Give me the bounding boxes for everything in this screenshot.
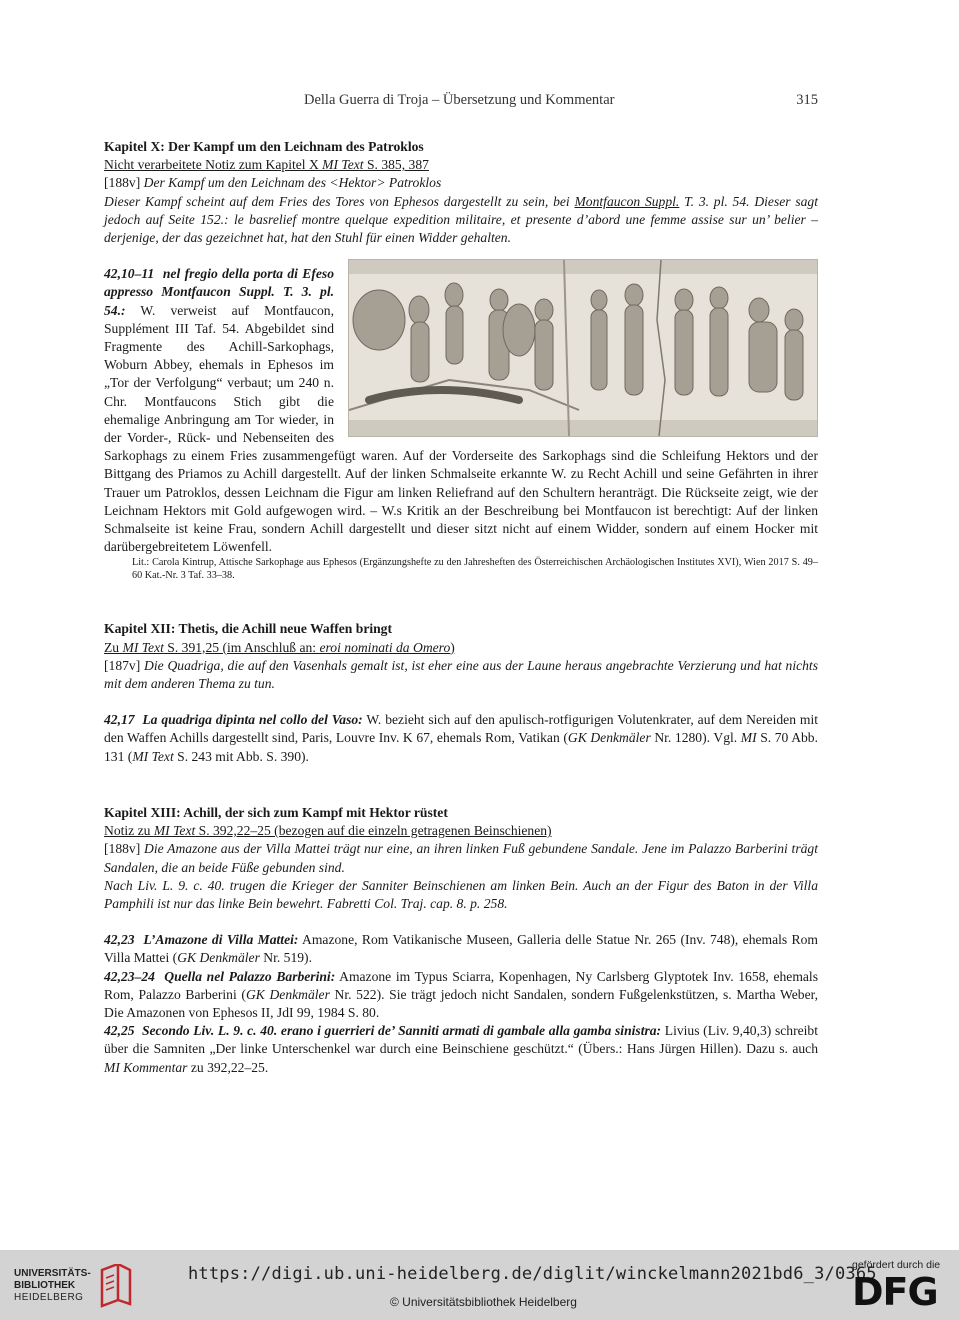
commentary-entry: 42,23 L’Amazone di Villa Mattei: Amazone, Rom Vatikanische Museen, Galleria delle Statue Nr. 265 (Inv. 748), ehemals Rom Villa Mattei (GK Denkmäler Nr. 519). xyxy=(104,932,818,966)
ub-logo-line2: BIBLIOTHEK xyxy=(14,1280,76,1291)
source-line: [187v] Die Quadriga, die auf den Vasenhals gemalt ist, ist eher eine aus der Laune heraus angebrachte Verzierung und hat nichts mit dem anderen Thema zu tun. xyxy=(104,657,819,692)
source-line: [188v] Die Amazone aus der Villa Mattei trägt nur eine, an ihren linken Fuß gebundene Sandale. Jene im Palazzo Barberini trägt Sandalen, die an beide Füße gebunden sind. xyxy=(104,841,818,875)
commentary-entry: 42,23–24 Quella nel Palazzo Barberini: Amazone im Typus Sciarra, Kopenhagen, Ny Carlsberg Glyptotek Inv. 1658, ehemals Rom, Palazzo Barberini (GK Denkmäler Nr. 522). Sie trägt jedoch nicht Sandalen, sondern Fußgelenkstützen, s. Martha Weber, Die Amazonen von Ephesos II, JdI 99, 1984 S. 80. xyxy=(104,968,818,1020)
dfg-funding-label: gefördert durch die xyxy=(852,1259,941,1271)
note-line: Nicht verarbeitete Notiz zum Kapitel X MI Text S. 385, 387 xyxy=(104,157,429,173)
relief-engraving-image xyxy=(348,259,818,437)
dfg-logo[interactable]: DFG xyxy=(852,1270,938,1314)
ub-heidelberg-logo[interactable] xyxy=(14,1264,144,1308)
page-number: 315 xyxy=(796,92,818,108)
commentary-entry: 42,17 La quadriga dipinta nel collo del Vaso: W. bezieht sich auf den apulisch-rotfigurigen Volutenkrater, auf dem Nereiden mit den Waffen Achills dargestellt sind, Paris, Louvre Inv. K 67, ehemals Rom, Vatikan (GK Denkmäler Nr. 1280). Vgl. MI S. 70 Abb. 131 (MI Text S. 243 mit Abb. S. 390). xyxy=(104,712,819,764)
source-quote: Dieser Kampf scheint auf dem Fries des Tores von Ephesos dargestellt zu sein, bei Montfaucon Suppl. T. 3. pl. 54. Dieser sagt jedoch auf Seite 152.: le basrelief montre quelque expedition militaire, et presente d’abord une femme assise sur un’ belier – derjenige, der das gezeichnet hat, hat den Stuhl für einen Widder gehalten. xyxy=(104,193,818,246)
ub-logo-line3: HEIDELBERG xyxy=(14,1292,84,1303)
permalink-url[interactable]: https://digi.ub.uni-heidelberg.de/diglit/winckelmann2021bd6_3/0365 xyxy=(188,1264,877,1284)
chapter-heading: Kapitel X: Der Kampf um den Leichnam des Patroklos xyxy=(104,139,424,154)
chapter-heading: Kapitel XIII: Achill, der sich zum Kampf mit Hektor rüstet xyxy=(104,804,448,820)
source-line: Nach Liv. L. 9. c. 40. trugen die Krieger der Sanniter Beinschienen am linken Bein. Auch an der Figur des Baton in der Villa Pamphili ist nur das linke Bein bewehrt. Fabretti Col. Traj. cap. 8. p. 258. xyxy=(104,877,818,911)
ub-book-icon xyxy=(98,1264,134,1308)
literature-reference: Lit.: Carola Kintrup, Attische Sarkophage aus Ephesos (Ergänzungshefte zu den Jahresheften des Österreichischen Archäologischen Institutes XVI), Wien 2017 S. 49–60 Kat.-Nr. 3 Taf. 33–38. xyxy=(132,557,818,582)
copyright-notice: © Universitätsbibliothek Heidelberg xyxy=(390,1295,577,1309)
ub-logo-line1: UNIVERSITÄTS- xyxy=(14,1268,91,1279)
source-line: [188v] Der Kampf um den Leichnam des <Hektor> Patroklos xyxy=(104,175,442,191)
main-text xyxy=(104,138,818,1077)
chapter-heading: Kapitel XII: Thetis, die Achill neue Waffen bringt xyxy=(104,621,393,637)
running-title: Della Guerra di Troja – Übersetzung und Kommentar xyxy=(304,92,615,108)
sarcophagus-frieze-illustration xyxy=(349,260,817,436)
note-line: Zu MI Text S. 391,25 (im Anschluß an: eroi nominati da Omero) xyxy=(104,639,455,655)
digitization-footer xyxy=(0,1250,959,1320)
note-line: Notiz zu MI Text S. 392,22–25 (bezogen auf die einzeln getragenen Beinschienen) xyxy=(104,823,552,839)
commentary-entry: 42,10–11 nel fregio della porta di Efeso appresso Montfaucon Suppl. T. 3. pl. 54.: W. verweist auf Montfaucon, Supplément III Taf. 54. Abgebildet sind Fragmente des Achill-Sarkophags, Woburn Abbey, ehemals in Ephesos im „Tor der Verfolgung“ verbaut; um 240 n. Chr. Montfaucons Stich gibt die ehemalige Anbringung am Tor wieder, in der Vorder-, Rück- und Nebenseiten des Sarkophags zu einem Fries zusammengefügt waren. Auf der Vorderseite des Sarkophags sind die Schleifung Hektors und der Bittgang des Priamos zu Achill dargestellt. Auf der linken Schmalseite erkannte W. zu Recht Achill und seine Gefährten in ihrer Trauer um Patroklos, dessen Leichnam die Figur am linken Reliefrand auf den Schultern heranträgt. Die Rückseite zeigt, wie der Leichnam Hektors mit Gold aufgewogen wird. – W.s Kritik an der Beschreibung bei Montfaucon ist berechtigt: Auf der linken Schmalseite ist keine Frau, sondern Achill dargestellt und dieser sitzt nicht auf einem Widder, sondern auf einem Hocker mit darübergebreitetem Löwenfell. xyxy=(104,266,818,555)
commentary-entry: 42,25 Secondo Liv. L. 9. c. 40. erano i guerrieri de’ Sanniti armati di gambale alla gamba sinistra: Livius (Liv. 9,40,3) schreibt über die Samniten „Der linke Unterschenkel war durch eine Beinschiene geschützt.“ (Übers.: Hans Jürgen Hillen). Dazu s. auch MI Kommentar zu 392,22–25. xyxy=(104,1023,819,1075)
